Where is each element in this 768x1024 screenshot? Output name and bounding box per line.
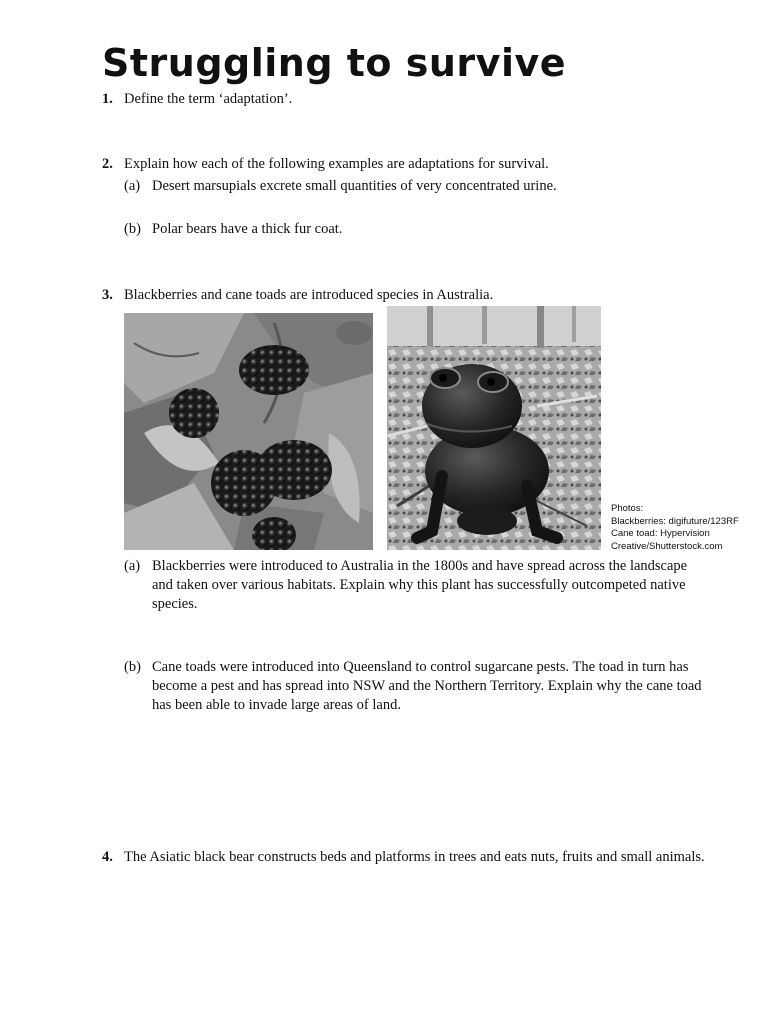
- credits-line: Cane toad: Hypervision: [611, 528, 710, 539]
- part-label: (b): [124, 221, 141, 237]
- part-label: (b): [124, 659, 141, 675]
- part-label: (a): [124, 178, 141, 194]
- part-text: Cane toads were introduced into Queensland to control sugarcane pests. The toad in turn has become a pest and has spread into NSW and the Northern Territory. Explain why the cane toad has been able to invade large areas of land.: [152, 659, 702, 713]
- question-text: Explain how each of the following examples are adaptations for survival.: [124, 156, 549, 172]
- credits-heading: Photos:: [611, 503, 644, 514]
- question-text: Blackberries and cane toads are introduced species in Australia.: [124, 287, 494, 303]
- page-title: Struggling to survive: [102, 41, 567, 85]
- credits-line: Blackberries: digifuture/123RF: [611, 515, 739, 527]
- credits-line: Creative/Shutterstock.com: [611, 540, 723, 552]
- question-number: 4.: [102, 849, 113, 865]
- part-text: Polar bears have a thick fur coat.: [152, 221, 343, 237]
- cane-toad-photo: [387, 306, 601, 550]
- question-number: 1.: [102, 91, 113, 107]
- blackberries-photo: [124, 313, 373, 550]
- question-text: Define the term ‘adaptation’.: [124, 91, 293, 107]
- question-number: 3.: [102, 287, 113, 303]
- question-number: 2.: [102, 156, 113, 172]
- part-label: (a): [124, 558, 141, 574]
- part-text: Desert marsupials excrete small quantities of very concentrated urine.: [152, 178, 557, 194]
- question-text: The Asiatic black bear constructs beds and platforms in trees and eats nuts, fruits and small animals.: [124, 849, 705, 865]
- part-text: Blackberries were introduced to Australia in the 1800s and have spread across the landscape and taken over various habitats. Explain why this plant has successfully outcompeted native species.: [152, 558, 688, 612]
- photo-credits: [611, 503, 761, 553]
